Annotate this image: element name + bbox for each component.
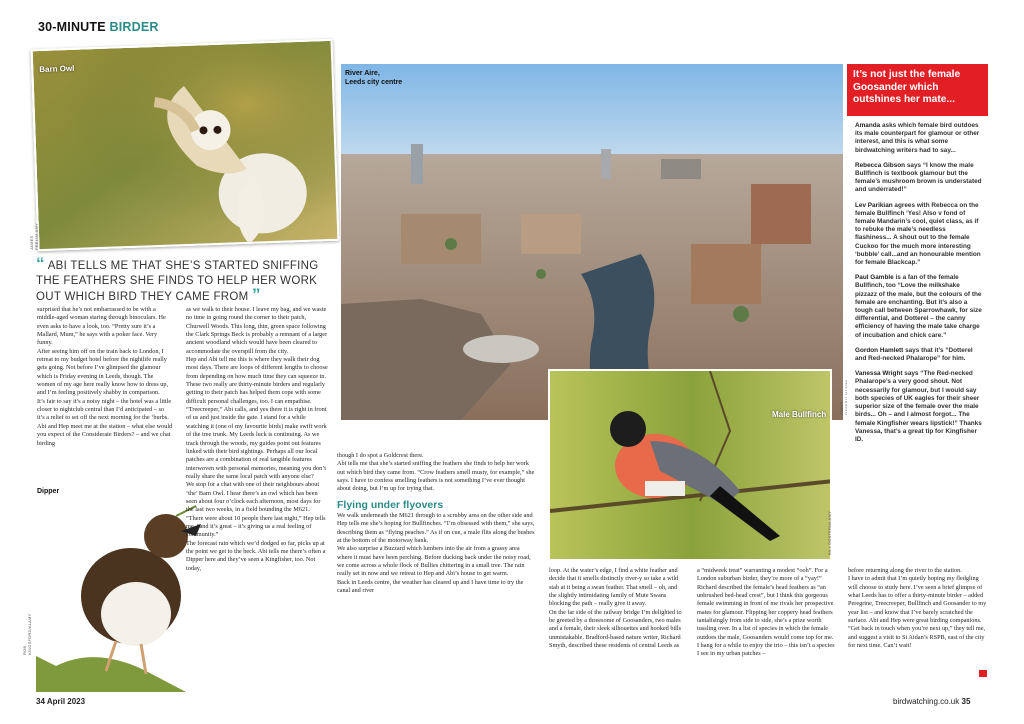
sidebar-box [847,64,988,558]
sidebar-entry [855,122,983,155]
sidebar-title: It’s not just the female Goosander which outshines her mate... [847,64,988,116]
body-column-2 [186,306,328,686]
sidebar-entry-text: says “The Red-necked Phalarope’s a very good shout. Not necessarily for glamour, but I would say both species of UK eagles for their sheer superior size of the female over the male birds... Oh – and I almost forgot... The female Kingfisher wears lipstick!” Thanks Vanessa, that’s a great tip for Kingfisher ID. [855,370,982,443]
body-column-3 [337,452,535,692]
section-header-part2: BIRDER [109,20,159,34]
bullfinch-credit: BILL COSTER/ALAMY [827,511,832,555]
sidebar-entry-text: is a fan of the female Bullfinch, too “Love the milkshake pizzazz of the male, but the colours of the female are enchanting. But it’s also a tough call between Sparrowhawk, for size differential, and Dotterel – the canny efficiency of having the male take charge of incubation and chick care.” [855,274,982,339]
leeds-caption: River Aire, Leeds city centre [345,70,403,86]
leeds-image [341,64,843,420]
sidebar-entry-name: Amanda [855,122,881,129]
body-column-4 [549,567,686,687]
barn-owl-photo [31,39,340,251]
sidebar-body [847,116,988,444]
section-header [38,20,159,34]
sidebar-entry-text: says that it’s “Dotterel and Red-necked Phalarope” for him. [855,346,973,363]
sidebar-entry-name: Rebecca Gibson [855,161,906,169]
dipper-caption: Dipper [37,488,60,495]
sidebar-entry [855,162,983,195]
sidebar-entry-text: asks which female bird outdoes its male counterpart for glamour or other interest, and this is what some birdwatching writers had to say... [855,122,980,154]
bullfinch-caption: Male Bullfinch [772,410,827,419]
column-4-text: loop. At the water’s edge, I find a white feather and decide that it smells distinctly river-y so take a wild stab at it being a swan feather. That smell – oh, and the slightly intimidating family of Mute Swans blocking the path – really give it away. On the far side of the railway bridge I’m delighted to be greeted by a threesome of Goosanders, two males and a female, their sleek silhouettes and hooked bills unmistakable. Bradford-based nature writer, Richard Smyth, described these residents of central Leeds as [549,567,682,650]
leeds-photo [341,64,843,420]
pull-quote-open-mark: “ [36,254,45,273]
sidebar-entry-text: says “I know the male Bullfinch is textbook glamour but the female’s mushroom brown is understated and underrated!” [855,161,982,194]
sidebar-entry-name: Lev Parikian [855,201,893,209]
column-1-text: surprised that he’s not embarrassed to be with a middle-aged woman staring through binoculars. He even asks to have a look, too. “Pretty sure it’s a Mallard, Mum,” he says with a poker face. Very funny. After seeing him off on the train back to London, I retreat to my budget hotel before the nightlife really gets going. Not before I’ve glimpsed the glamour which is Friday evening in Leeds, though. The women of my age here really know how to dress up, and I’m feeling positively shabby in comparison. It’s fair to say it’s a noisy night – the hotel was a little closer to nightclub central than I’d anticipated – so it’s a relief to set off the next morning for the ‘burbs. Abi and Hep meet me at the station – what else would you expect of the Considerate Birders? – and we chat birding [37,306,173,447]
sidebar-entry [855,370,983,444]
pull-quote-close-mark: ” [252,285,261,305]
column-5-text: a “midweek treat” warranting a modest “ooh”. For a London suburban birder, they’re more of a “yay!” Richard described the female’s head feathers as “an unbrushed bed-head crest”, but I think this gorgeous female swimming in front of me rivals her prospective mates for glamour. Flipping her coppery head feathers tantalisingly from side to side, she’s a prize worth tussling over. In a list of species in which the female outdoes the male, Goosanders would come top for me. I hang for a while to enjoy the trio – this isn’t a species I see in my urban patches – [697,567,835,658]
leeds-credit: CHRIS [839,401,844,415]
pull-quote-text: ABI TELLS ME THAT SHE’S STARTED SNIFFING THE FEATHERS SHE FINDS TO HELP HER WORK OUT WHICH BIRD THEY CAME FROM [36,260,319,304]
body-column-1 [37,306,173,476]
bullfinch-image [550,371,832,561]
body-column-5 [697,567,837,687]
sidebar-entry-name: Paul Gamble [855,274,894,282]
barn-owl-image [33,41,340,251]
barn-owl-credit: JAMES PEEL/ALAMY [29,223,39,250]
sub-heading: Flying under flyovers [337,498,444,511]
column-6-text: before returning along the river to the station. I have to admit that I’m quietly hoping my fledgling will choose to study here. I’ve seen a brief glimpse of what Leeds has to offer a thirty-minute birder – added Peregrine, Treecreeper, Bullfinch and Goosander to my year list – and know that I’ve barely scratched the surface. Abi and Hep were great birding companions. “Get back in touch when you’re next up,” they tell me, and suggest a visit to St Aidan’s RSPB, east of the city for next time. Can’t wait! [848,567,987,650]
bullfinch-photo [548,369,832,561]
footer-site-url: birdwatching.co.uk [893,697,960,706]
sidebar-entry [855,202,983,268]
footer-page-number: 35 [961,697,971,706]
footer-site [893,697,970,706]
sidebar-entry [855,274,983,340]
sidebar-entry-text: agrees with Rebecca on the female Bullfinch ‘Yes! Also v fond of female Mandarin’s cool, quiet class, as if to rebuke the male’s needless flashiness... A shout out to the female Cuckoo for the much more interesting ‘bubble’ call...and an honourable mention for female Blackcap.” [855,201,981,267]
column-2-text: as we walk to their house. I leave my bag, and we waste no time in going round the corner to their patch, Churwell Woods. This long, thin, green space following the Clark Springs Beck is probably a remnant of a larger ancient woodland which would have been cleared to accommodate the overspill from the city. Hep and Abi tell me this is where they walk their dog most days. There are loops of different lengths to choose from depending on how much time they can squeeze in. These two really are thirty-minute birders and regularly getting to their patch has helped them cope with some difficult personal challenges, too. I can empathise. “Treecreeper,” Abi calls, and yes there it is right in front of us and just inside the gate. I stand for a while watching it (one of my favourite birds) make swift work of the tree trunk. My Leeds luck is continuing. As we track through the woods, my guides point out features linked with their bird sightings. Perhaps all our local patches are a combination of real tangible features interwoven with personal memories, meaning you don’t really share the same local patch with anyone else? We stop for a chat with one of their neighbours about ‘the’ Barn Owl. I hear there’s an owl which has been seen about four o’clock each afternoon, most days for the last two weeks, in a field bounding the M621. “There were about 10 people there last night,” Hep tells me, “and it’s great – it’s giving us a real feeling of community.” The forecast rain which we’d dodged so far, picks up at the point we get to the beck. Abi tells me there’s often a Dipper here and they’ve seen a Kingfisher, too. Not today, [186,306,328,572]
pull-quote [36,254,336,305]
column-3-text: though I do spot a Goldcrest there. Abi tells me that she’s started sniffing the feathers she finds to help her work out which bird they came from. “Crow feathers smell musty, for example,” she says. I have to confess smelling feathers is not something I’ve ever thought about doing, but I’m up for trying that. [337,452,535,493]
sidebar-entry-name: Vanessa Wright [855,370,903,378]
end-mark [979,670,987,677]
sidebar-entry-name: Gordon Hamlett [855,346,904,354]
dipper-credit: ROB KINGSFORD/ALAMY [22,613,32,655]
body-column-6 [848,567,988,687]
section-header-part1: 30-MINUTE [38,20,106,34]
column-3b-text: We walk underneath the M621 through to a scrubby area on the other side and Hep tells me she’s hoping for Bullfinches. “I’m obsessed with them,” she says, describing them as “flying peaches.” As if on cue, a male flits along the bushes at the bottom of the motorway bank. We also surprise a Buzzard which lumbers into the air from a grassy area where it must have been perching. Before ducking back under the noisy road, we come across a whole flock of Bullies chittering in a small tree. The rain really set in now and we retreat to Hep and Abi’s house to get warm. Back in Leeds centre, the weather has cleared up and I have time to try the canal and river [337,512,535,595]
barn-owl-caption: Barn Owl [39,63,75,75]
sidebar-entry [855,347,983,363]
footer-page-date: 34 April 2023 [36,697,86,706]
